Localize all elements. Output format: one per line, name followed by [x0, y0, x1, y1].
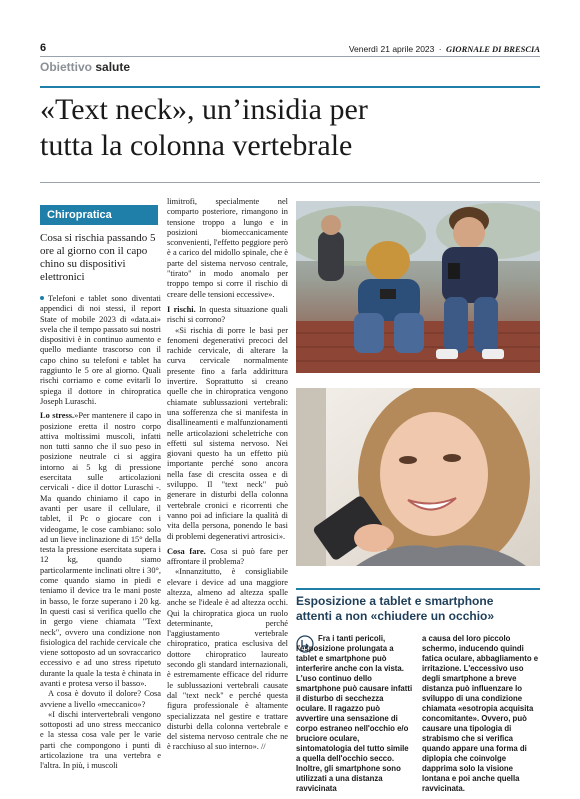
summary: Cosa si rischia passando 5 ore al giorno con il capo chino su dispositivi elettronici: [40, 232, 156, 283]
headline-line-1: «Text neck», un’insidia per: [40, 93, 368, 126]
box-column-1: Fra i tanti pericoli, l'esposizione prolungata a tablet e smartphone può interferire anche con la vista. L'uso continuo dello smartphone può causare infatti il disturbo di secchezza oculare. Il ragazzo può avvertire una sensazione di corpo estraneo nell'occhio e/o bruciore oculare, sintomatologia del tutto simile a quella dell'occhio secco. Inoltre, gli smartphone sono utilizzati a una distanza ravvicinata: [296, 634, 413, 793]
section-title: [40, 60, 130, 74]
headline-top-rule: [40, 86, 540, 88]
photo-woman-with-smartphone: [296, 388, 540, 566]
box-title-line-1: Esposizione a tablet e smartphone: [296, 594, 494, 608]
col2-paragraph: limitrofi, specialmente nel comparto posteriore, rimangono in tensione troppo a lungo e in posizioni biomeccanicamente sconvenienti, l'effetto peggiore però è a carico del midollo spinale, che è parte del sistema nervoso centrale, "tirato" in modo anomalo per troppo tempo si corre il rischio di creare delle tensioni eccessive».: [167, 197, 288, 299]
col1-paragraph: Telefoni e tablet sono diventati appendici di noi stessi, il report State of mobile 2023 di «data.ai» svela che il tempo passato sui nostri dispositivi è in continuo aumento e quello mediante trascorso con il capo chino su telefoni e tablet ha raggiunto le 5 ore al giorno. Quali rischi corriamo e come evitarli lo spiega il dottore in chiropratica Joseph Luraschi.: [40, 294, 161, 406]
article-column-1: [40, 294, 161, 772]
section-bold: salute: [95, 60, 131, 74]
col2-paragraph: «Si rischia di porre le basi per fenomeni degenerativi precoci del rachide cervicale, di alterare la curva cervicale normalmente presente fino a farla addirittura invertire. Soprattutto si creano quelle che in chiropratica vengono chiamate sublussazioni vertebrali: una sofferenza che si manifesta in disallineamenti e malfunzionamenti nelle articolazioni scheletriche con effetti sul sistema nervoso. Nei giovani questo ha un effetto più importante perché sono ancora nella fase di crescita ossea e di sviluppo. Il "text neck" può generare in disturbi della colonna vertebrale cronici e ricorrenti che vanno poi ad inficiare la qualità di vita della persona, ponendo le basi di problemi degenerativi artrosici».: [167, 325, 288, 541]
bullet-icon: [40, 296, 44, 300]
page-number: 6: [40, 42, 47, 54]
separator: ·: [438, 44, 442, 54]
col2-paragraph: I rischi. In questa situazione quali rischi si corrono?: [167, 304, 288, 325]
col1-paragraph: Lo stress.»Per mantenere il capo in posizione eretta il nostro corpo attiva moltissimi muscoli, infatti non tutti sanno che il suo peso in posizione neutrale ci si aggira intorno ai 5 kg di pressione esercitata sulle articolazioni cervicali - dice il dottor Luraschi -. Ma quando chiniamo il capo in avanti per usare il cellulare, il tablet, il Pc o giocare con i videogame, le cose cambiano: solo ad un lieve inclinazione di 15° della testa la pressione esercitata supera i 12 kg, quando siamo particolarmente inclinati oltre i 30°, come quando siamo in piedi e teniamo il device tra le mani poste in basso, le forze superano i 20 kg. In questi casi si verifica quello che in gergo viene chiamata "Text neck", ovvero una condizione non fisiologica del rachide cervicale che viene sottoposto ad un sovraccarico eccessivo e ad uno stress ripetuto durante la quale la testa è chinata in avanti e protesa verso il basso».: [40, 411, 162, 688]
article-column-2: [167, 197, 288, 753]
headline: [40, 92, 550, 164]
box-column-2: a causa del loro piccolo schermo, inducendo quindi fatica oculare, abbagliamento e irritazione. L'eccessivo uso degli smartphone a breve distanza può influenzare lo sviluppo di una condizione chiamata «esotropia acquisita concomitante». Ovvero, può causare una tipologia di strabismo che si verifica quando appare una forma di diplopia che coinvolge dapprima solo la visione lontana e poi anche quella ravvicinata.: [422, 634, 539, 793]
section-light: Obiettivo: [40, 60, 93, 74]
header-rule: [40, 56, 540, 57]
box-title-line-2: attenti a non «chiudere un occhio»: [296, 609, 495, 623]
col1-paragraph: «I dischi intervertebrali vengono sottoposti ad uno stress meccanico e la stessa cosa vale per le varie parti che compongono i punti di articolazione tra una vertebra e l'altra. In più, i muscoli: [40, 709, 161, 771]
col2-paragraph: Cosa fare. Cosa si può fare per affrontare il problema?: [167, 546, 289, 567]
box-title: [296, 594, 546, 624]
category-badge: Chiropratica: [40, 205, 158, 225]
photo-kids-with-smartphones: [296, 201, 540, 373]
col2-paragraph: «Innanzitutto, è consigliabile elevare i device ad una maggiore altezza, almeno ad altezza spalle anche se l'ideale è ad altezza occhi. Qui la chiropratica gioca un ruolo determinante, perché l'aggiustamento vertebrale chiropratico, pratica esclusiva del dottore chiropratico laureato secondo gli standard internazionali, è estremamente efficace del ridurre le sublussazioni vertebrali causate dal "text neck" e perché questa figura professionale è altamente specializzata nel gestire e trattare disturbi della colonna vertebrale e del sistema nervoso centrale che ne è racchiuso al suo interno». //: [167, 567, 288, 752]
box-top-rule: [296, 588, 540, 590]
col1-paragraph: A cosa è dovuto il dolore? Cosa avviene a livello «meccanico»?: [40, 689, 161, 709]
headline-bottom-rule: [40, 182, 540, 183]
issue-date: Venerdì 21 aprile 2023: [348, 44, 435, 54]
header-right: [349, 44, 540, 54]
headline-line-2: tutta la colonna vertebrale: [40, 129, 353, 162]
newspaper-name: GIORNALE DI BRESCIA: [445, 44, 540, 54]
